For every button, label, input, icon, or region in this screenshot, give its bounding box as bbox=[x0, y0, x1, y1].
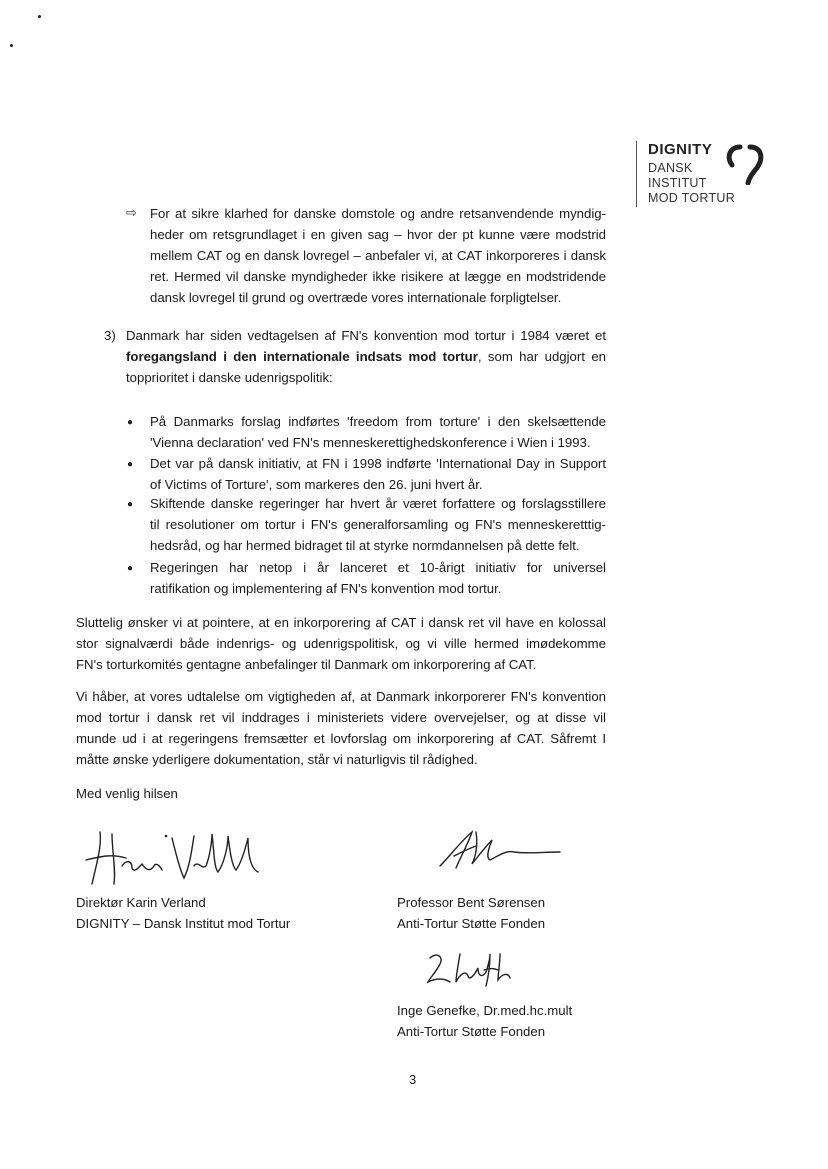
bullet-item bbox=[150, 557, 606, 599]
signer-right2-title: Inge Genefke, Dr.med.hc.mult bbox=[397, 1003, 573, 1018]
bullet-icon: ● bbox=[127, 459, 134, 470]
closing-line: mod tortur i dansk ret vil inddrages i ministeriets videre overvejelser, og at disse vil bbox=[76, 710, 606, 725]
point3-bold-text: foregangsland i den internationale indsats mod tortur bbox=[126, 349, 478, 364]
logo-line-1: DANSK bbox=[648, 161, 693, 175]
bullet-icon: ● bbox=[127, 417, 134, 428]
closing-line: Sluttelig ønsker vi at pointere, at en inkorporering af CAT i dansk ret vil have en kolossal bbox=[76, 615, 606, 630]
bullet-line: ratifikation og implementering af FN's konvention mod tortur. bbox=[150, 581, 502, 596]
signature-karin-verland bbox=[82, 826, 272, 890]
bullet-icon: ● bbox=[127, 563, 134, 574]
point3-line: Danmark har siden vedtagelsen af FN's konvention mod tortur i 1984 været et bbox=[126, 328, 606, 343]
bullet-item bbox=[150, 411, 606, 453]
closing-line: Vi håber, at vores udtalelse om vigtigheden af, at Danmark inkorporerer FN's konvention bbox=[76, 689, 606, 704]
closing-line: stor signalværdi både indenrigs- og udenrigspolitisk, og vi ville hermed imødekomme bbox=[76, 636, 606, 651]
closing-line: FN's torturkomités gentagne anbefalinger til Danmark om inkorporering af CAT. bbox=[76, 657, 537, 672]
point-number: 3) bbox=[104, 328, 116, 343]
point3-paragraph bbox=[126, 325, 606, 388]
point3-line: topprioritet i danske udenrigspolitik: bbox=[126, 370, 333, 385]
signer-right1-org: Anti-Tortur Støtte Fonden bbox=[397, 916, 546, 931]
recommendation-line: heder om retsgrundlaget i en given sag – hvor der pt kunne være modstrid bbox=[150, 227, 606, 242]
recommendation-line: ret. Hermed vil danske myndigheder ikke risikere at lægge en modstridende bbox=[150, 269, 606, 284]
signer-left-org: DIGNITY – Dansk Institut mod Tortur bbox=[76, 916, 291, 931]
bullet-line: hedsråd, og har hermed bidraget til at styrke normdannelsen på dette felt. bbox=[150, 538, 580, 553]
closing-paragraph-1 bbox=[76, 612, 606, 675]
greeting: Med venlig hilsen bbox=[76, 786, 178, 801]
signer-left-title: Direktør Karin Verland bbox=[76, 895, 206, 910]
bullet-line: Det var på dansk initiativ, at FN i 1998 indførte 'International Day in Support bbox=[150, 456, 606, 471]
logo-line-2: INSTITUT bbox=[648, 176, 707, 190]
point3-line-2-rest: , som har udgjort en bbox=[477, 349, 606, 364]
bullet-line: Skiftende danske regeringer har hvert år været forfattere og forslagsstillere bbox=[150, 496, 606, 511]
recommendation-line: For at sikre klarhed for danske domstole og andre retsanvendende myndig- bbox=[150, 206, 606, 221]
bullet-item bbox=[150, 453, 606, 495]
bullet-line: til resolutioner om tortur i FN's generalforsamling og FN's menneskeretttig- bbox=[150, 517, 606, 532]
dignity-heart-icon bbox=[724, 141, 768, 185]
bullet-line: På Danmarks forslag indførtes 'freedom from torture' i den skelsættende bbox=[150, 414, 606, 429]
signature-inge-genefke bbox=[424, 948, 524, 988]
logo-title: DIGNITY bbox=[648, 141, 713, 158]
signature-bent-sorensen bbox=[436, 826, 566, 872]
recommendation-paragraph bbox=[150, 203, 606, 308]
bullet-icon: ● bbox=[127, 499, 134, 510]
scan-speck bbox=[10, 44, 13, 47]
scan-speck bbox=[38, 15, 41, 18]
bullet-line: Regeringen har netop i år lanceret et 10-årigt initiativ for universel bbox=[150, 560, 606, 575]
recommendation-line: mellem CAT og en dansk lovregel – anbefaler vi, at CAT inkorporeres i dansk bbox=[150, 248, 606, 263]
closing-line: munde ud i at regeringens fremsætter et lovforslag om inkorporering af CAT. Såfremt I bbox=[76, 731, 606, 746]
closing-paragraph-2 bbox=[76, 686, 606, 770]
logo-line-3: MOD TORTUR bbox=[648, 191, 736, 205]
signer-right1-title: Professor Bent Sørensen bbox=[397, 895, 546, 910]
closing-line: måtte ønske yderligere dokumentation, står vi naturligvis til rådighed. bbox=[76, 752, 478, 767]
arrow-bullet-icon: ⇨ bbox=[126, 205, 137, 220]
recommendation-line: dansk lovregel til grund og overtræde vores internationale forpligtelser. bbox=[150, 290, 562, 305]
dignity-logo bbox=[636, 141, 776, 211]
bullet-item bbox=[150, 493, 606, 556]
logo-divider bbox=[636, 141, 637, 207]
page-number: 3 bbox=[409, 1072, 417, 1087]
bullet-line: 'Vienna declaration' ved FN's menneskerettighedskonference i Wien i 1993. bbox=[150, 435, 591, 450]
point3-line-2 bbox=[126, 346, 606, 367]
signer-right2-org: Anti-Tortur Støtte Fonden bbox=[397, 1024, 546, 1039]
bullet-line: of Victims of Torture', som markeres den 26. juni hvert år. bbox=[150, 477, 483, 492]
